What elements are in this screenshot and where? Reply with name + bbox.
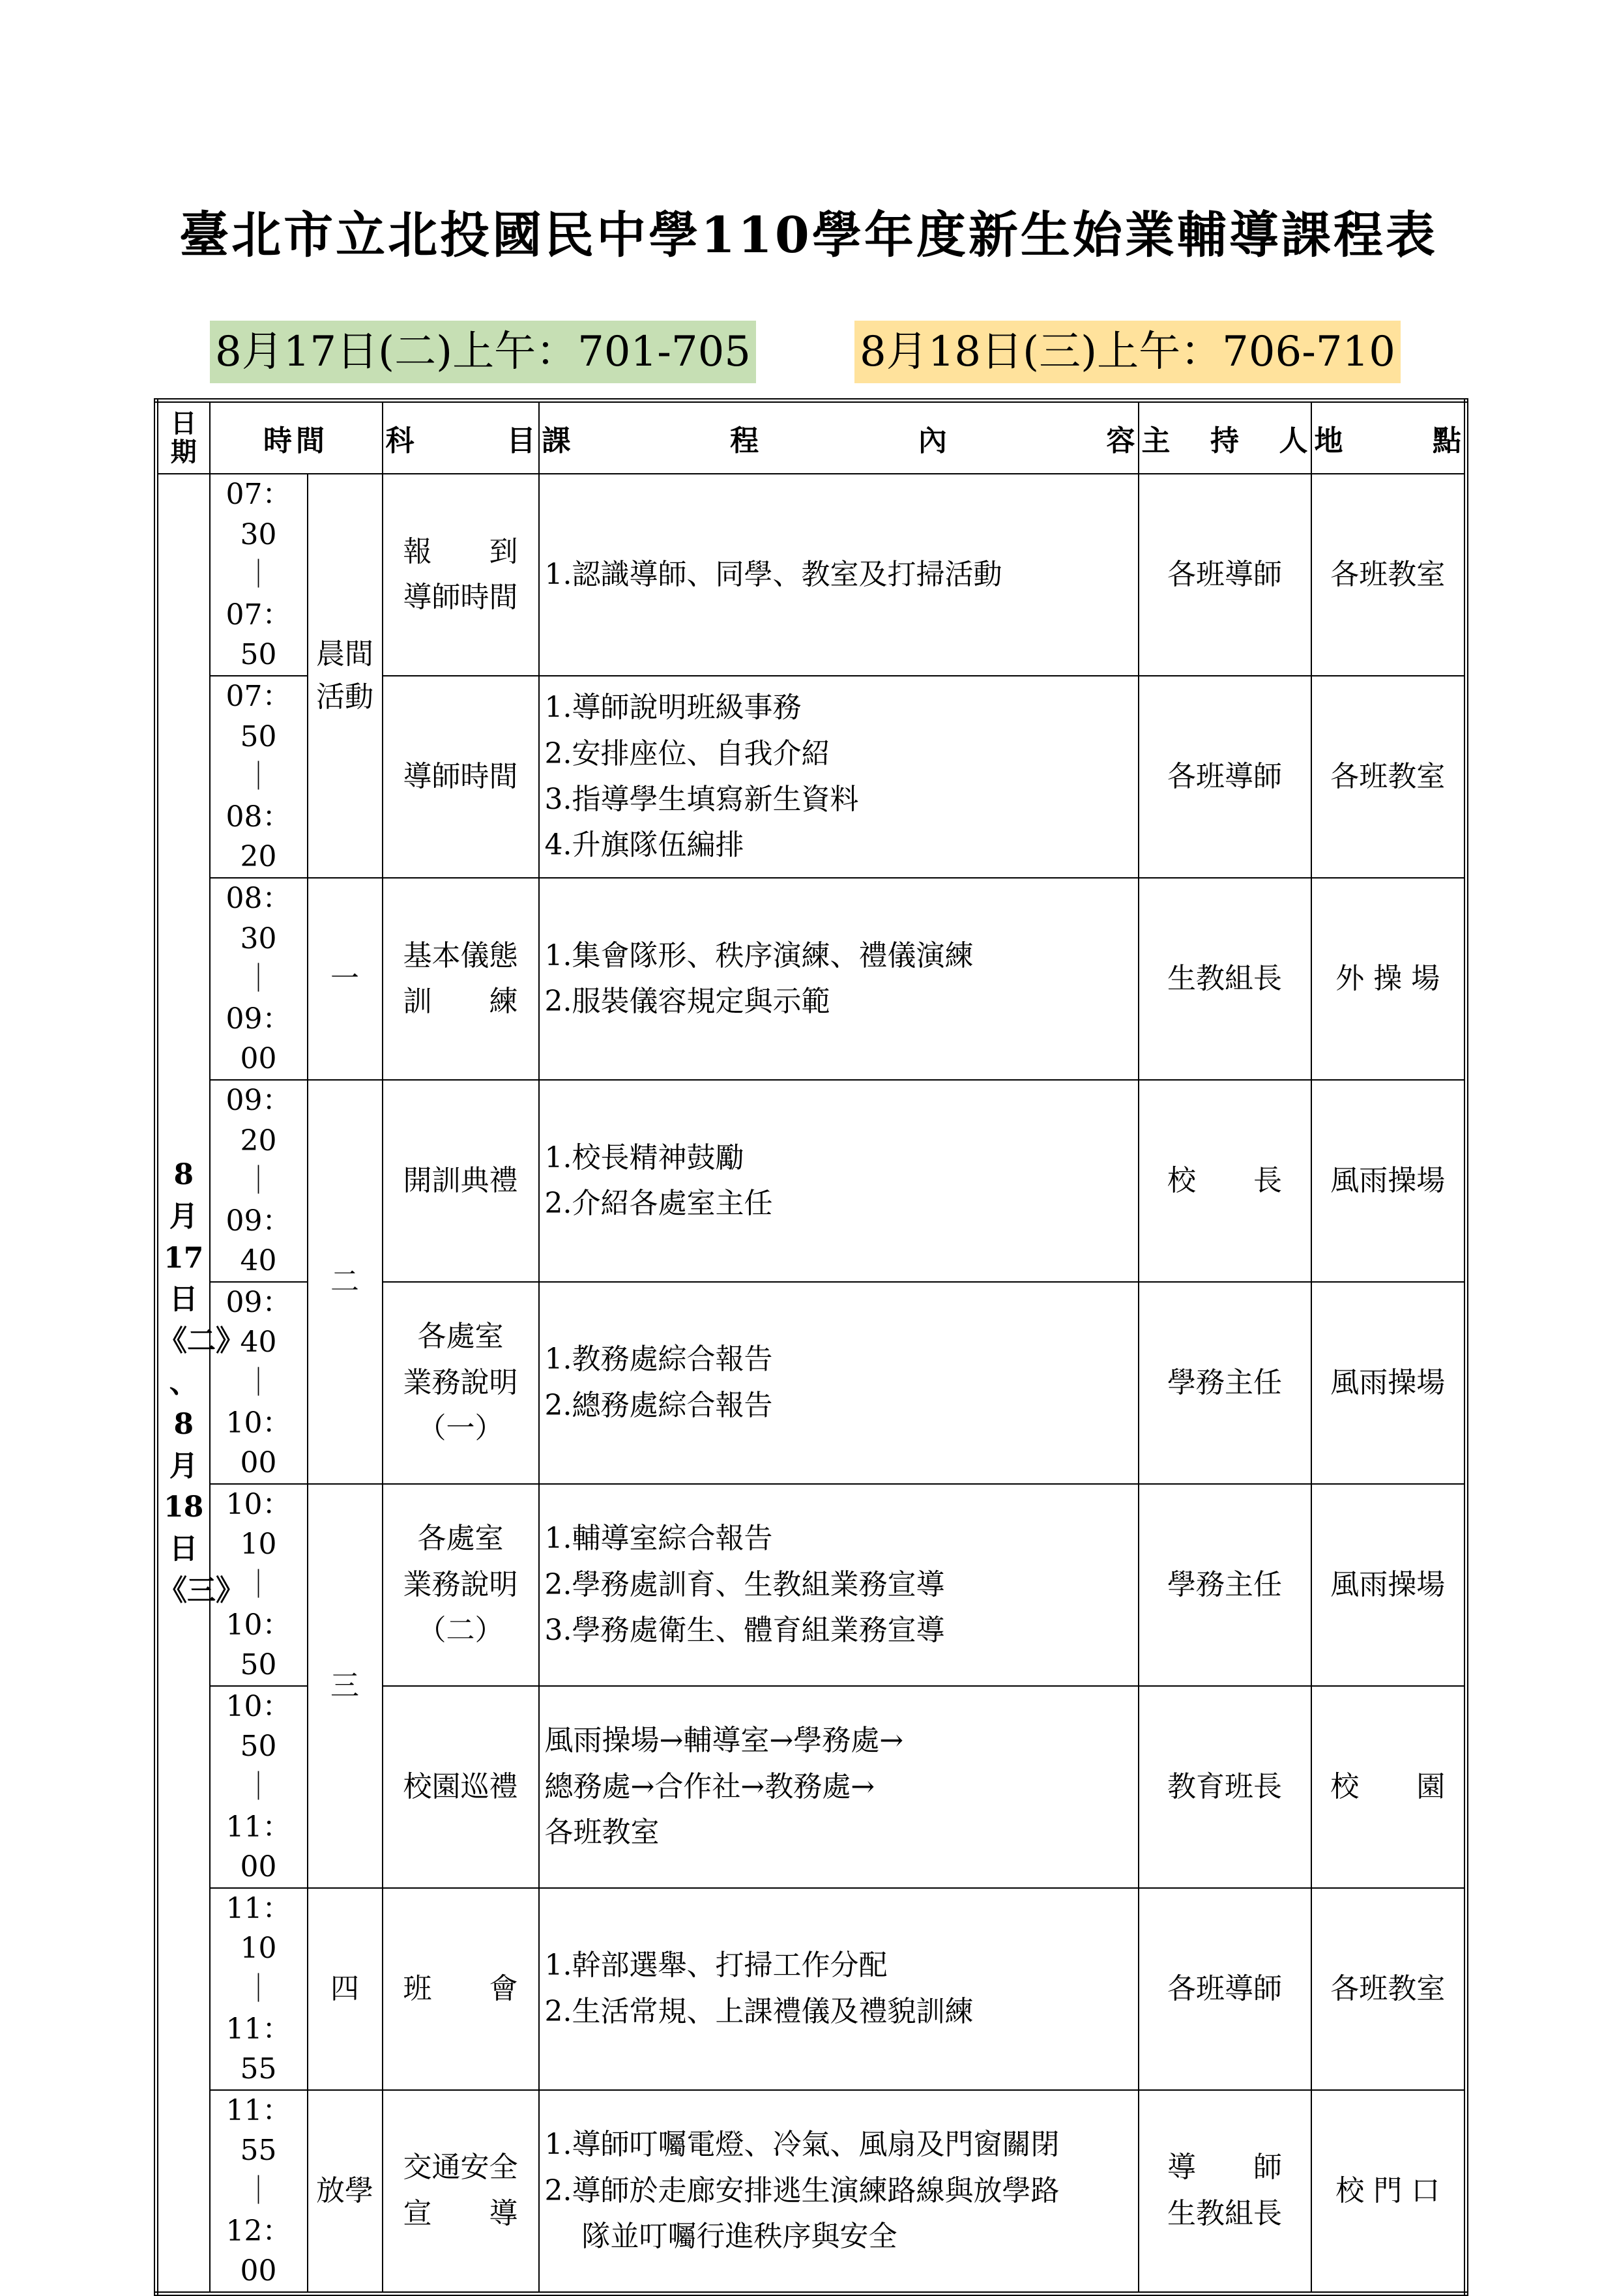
place-cell: 各班教室 [1311,474,1466,676]
cell-text-line: 交通安全 [403,2151,518,2185]
host-cell [1139,1484,1311,1686]
table-row [156,1080,1466,1282]
cell-text-line: 導師時間 [403,580,518,614]
cell-text-line: 生教組長 [1167,2196,1282,2230]
cell-text-line: 10：00 [226,1406,291,1480]
cell-text-line: ｜ [244,558,273,592]
cell-text-line: 10：50 [226,1608,291,1682]
table-row [156,1484,1466,1686]
place-cell: 風雨操場 [1311,1282,1466,1484]
period-dismissal: 放學 [308,2090,383,2293]
cell-text-line: ｜ [244,2173,273,2207]
cell-text-line: 2.學務處訓育、生教組業務宣導 [544,1567,945,1601]
subject-cell [383,676,539,878]
cell-text-line: 總務處→合作社→教務處→ [544,1769,875,1803]
place-cell: 校 門 口 [1311,2090,1466,2293]
period-four: 四 [308,1888,383,2090]
cell-text-line: 07：50 [226,679,291,753]
cell-text-line: 基本儀態 [403,938,518,972]
time-cell [210,1888,308,2090]
page-title: 臺北市立北投國民中學110學年度新生始業輔導課程表 [179,206,1438,264]
cell-text-line: 隊並叮囑行進秩序與安全 [581,2219,897,2253]
cell-text-line: 日 [169,1283,198,1316]
subject-cell [383,1484,539,1686]
table-header-row [156,401,1466,474]
date-column [156,474,244,2293]
cell-text-line: 導 師 [1167,2151,1282,2185]
cell-text-line: 各處室 [417,1522,504,1556]
place-cell: 風雨操場 [1311,1484,1466,1686]
period-morning: 晨間活動 [308,474,383,878]
cell-text-line: 2.服裝儀容規定與示範 [544,984,830,1018]
cell-text-line: 各班導師 [1167,759,1282,793]
cell-text-line: 3.學務處衛生、體育組業務宣導 [544,1614,945,1648]
cell-text-line: 導師時間 [403,759,518,793]
table-row [156,1888,1466,2090]
host-cell [1139,1686,1311,1888]
cell-text-line: 2.介紹各處室主任 [544,1186,773,1220]
content-cell [539,878,1139,1080]
cell-text-line: 教育班長 [1167,1769,1282,1803]
cell-text-line: ｜ [244,1366,273,1400]
cell-text-line: 07：50 [226,598,291,672]
cell-text-line: 1.認識導師、同學、教室及打掃活動 [544,557,1002,591]
cell-text-line: 業務說明 [403,1365,518,1399]
cell-text-line: 1.集會隊形、秩序演練、禮儀演練 [544,938,974,972]
time-cell [210,1282,308,1484]
cell-text-line: 11：55 [226,2093,291,2168]
content-cell [539,1080,1139,1282]
cell-text-line: 各處室 [417,1320,504,1354]
content-cell [539,676,1139,878]
content-cell [539,1888,1139,2090]
period-one: 一 [308,878,383,1080]
cell-text-line: 2.總務處綜合報告 [544,1388,773,1422]
period-two: 二 [308,1080,383,1484]
cell-text-line: 09：00 [226,1002,291,1076]
content-cell [539,1686,1139,1888]
cell-text-line: 開訓典禮 [403,1163,518,1197]
header-date: 日 期 [156,401,210,474]
cell-text-line: 11：00 [226,1810,291,1884]
cell-text-line: 4.升旗隊伍編排 [544,828,744,862]
header-content: 課 程 內 容 [539,401,1139,474]
time-cell [210,676,308,878]
place-cell: 各班教室 [1311,676,1466,878]
cell-text-line: 、 [169,1365,198,1399]
cell-text-line: 09：40 [226,1204,291,1278]
cell-text-line: 2.生活常規、上課禮儀及禮貌訓練 [544,1994,974,2028]
cell-text-line: 18 [164,1490,204,1524]
cell-text-line: 08：20 [226,800,291,874]
cell-text-line: 各班教室 [544,1815,660,1849]
schedule-table [154,398,1468,2296]
content-cell [539,1484,1139,1686]
subject-cell [383,1888,539,2090]
cell-text-line: 《二》 [158,1324,244,1358]
time-cell [210,1080,308,1282]
subject-cell [383,1686,539,1888]
time-cell [210,474,308,676]
subject-cell [383,878,539,1080]
cell-text-line: 月 [169,1449,198,1483]
host-cell [1139,474,1311,676]
cell-text-line: 生教組長 [1167,961,1282,995]
content-cell [539,1282,1139,1484]
cell-text-line: 各班導師 [1167,1971,1282,2005]
cell-text-line: 宣 導 [403,2196,518,2230]
place-cell: 外 操 場 [1311,878,1466,1080]
host-cell [1139,2090,1311,2293]
place-cell: 各班教室 [1311,1888,1466,2090]
cell-text-line: 風雨操場→輔導室→學務處→ [544,1724,904,1758]
schedule-day2: 8月18日(三)上午：706-710 [854,321,1401,383]
cell-text-line: 09：20 [226,1083,291,1157]
subject-cell [383,1282,539,1484]
time-cell [210,2090,308,2293]
cell-text-line: 學務主任 [1167,1567,1282,1601]
header-time: 時間 [210,401,383,474]
cell-text-line: 日 [169,1532,198,1566]
host-cell [1139,1080,1311,1282]
cell-text-line: 學務主任 [1167,1365,1282,1399]
cell-text-line: 11：55 [226,2012,291,2086]
cell-text-line: 班 會 [403,1971,518,2005]
subject-cell [383,2090,539,2293]
cell-text-line: 1.教務處綜合報告 [544,1343,773,1376]
cell-text-line: ｜ [244,1971,273,2005]
cell-text-line: 1.輔導室綜合報告 [544,1522,773,1556]
content-cell [539,2090,1139,2293]
cell-text-line: 10：10 [226,1487,291,1562]
cell-text-line: ｜ [244,760,273,794]
cell-text-line: 8 [173,1407,194,1441]
cell-text-line: 1.校長精神鼓勵 [544,1141,744,1174]
cell-text-line: 各班導師 [1167,557,1282,591]
cell-text-line: 校園巡禮 [403,1769,518,1803]
cell-text-line: 10：50 [226,1689,291,1764]
place-cell: 風雨操場 [1311,1080,1466,1282]
host-cell [1139,676,1311,878]
host-cell [1139,878,1311,1080]
period-three: 三 [308,1484,383,1888]
cell-text-line: 8 [173,1157,194,1191]
cell-text-line: 1.導師說明班級事務 [544,691,802,725]
cell-text-line: 1.導師叮囑電燈、冷氣、風扇及門窗關閉 [544,2128,1060,2162]
host-cell [1139,1888,1311,2090]
table-row [156,878,1466,1080]
subject-cell [383,474,539,676]
subject-cell [383,1080,539,1282]
header-place: 地 點 [1311,401,1466,474]
place-cell: 校 園 [1311,1686,1466,1888]
cell-text-line: 07：30 [226,478,291,551]
cell-text-line: ｜ [244,1164,273,1198]
host-cell [1139,1282,1311,1484]
cell-text-line: 業務說明 [403,1567,518,1601]
cell-text-line: 訓 練 [403,984,518,1018]
table-row [156,2090,1466,2293]
cell-text-line: （一） [417,1412,504,1446]
cell-text-line: 《三》 [158,1573,244,1607]
cell-text-line: ｜ [244,1568,273,1602]
time-cell [210,878,308,1080]
cell-text-line: 11：10 [226,1891,291,1966]
cell-text-line: 09：40 [226,1285,291,1359]
time-cell [210,1686,308,1888]
cell-text-line: 2.安排座位、自我介紹 [544,736,830,770]
cell-text-line: 月 [169,1199,198,1233]
cell-text-line: ｜ [244,962,273,996]
table-row [156,474,1466,676]
cell-text-line: 08：30 [226,881,291,955]
header-subject: 科 目 [383,401,539,474]
cell-text-line: 報 到 [403,534,518,568]
cell-text-line: 17 [164,1241,204,1275]
cell-text-line: ｜ [244,1770,273,1803]
cell-text-line: 1.幹部選舉、打掃工作分配 [544,1949,888,1983]
cell-text-line: 校 長 [1167,1163,1282,1197]
schedule-day1: 8月17日(二)上午：701-705 [210,321,756,383]
cell-text-line: 2.導師於走廊安排逃生演練路線與放學路 [544,2173,1060,2207]
cell-text-line: （二） [417,1614,504,1648]
cell-text-line: 3.指導學生填寫新生資料 [544,782,859,816]
content-cell [539,474,1139,676]
cell-text-line: 12：00 [226,2214,291,2288]
header-host: 主 持 人 [1139,401,1311,474]
